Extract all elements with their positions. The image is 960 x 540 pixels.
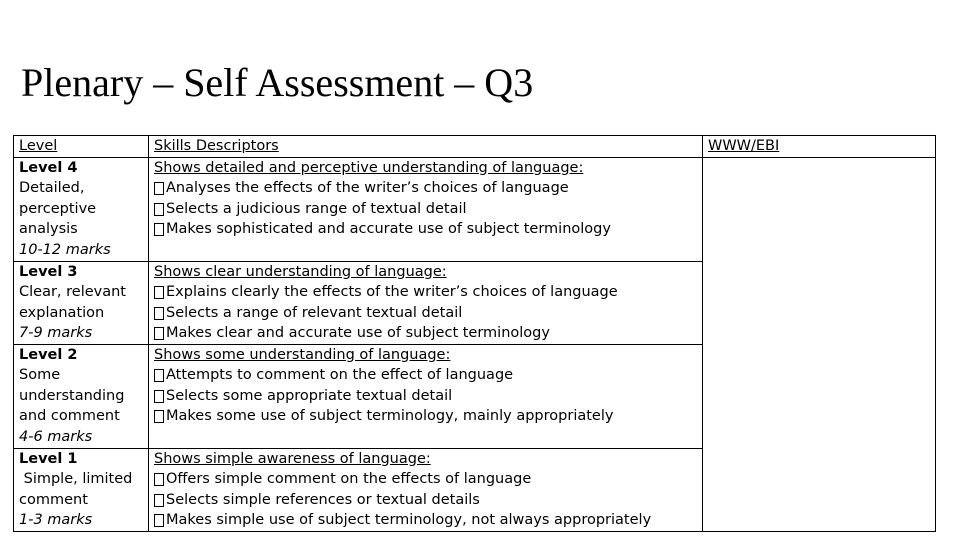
level-name: Level 1 — [19, 450, 78, 467]
skills-cell — [149, 157, 703, 261]
assessment-rubric-table — [13, 135, 936, 532]
skills-bullet: Explains clearly the effects of the writer’s choices of language — [154, 282, 702, 303]
level-desc-line: Simple, limited — [19, 471, 133, 487]
skills-cell — [149, 261, 703, 344]
level-name: Level 2 — [19, 346, 78, 363]
skills-cell — [149, 344, 703, 448]
skills-bullet: Selects a judicious range of textual detail — [154, 199, 702, 220]
level-name: Level 3 — [19, 263, 78, 280]
skills-bullet: Makes some use of subject terminology, mainly appropriately — [154, 406, 702, 427]
level-marks: 4-6 marks — [19, 428, 93, 445]
level-desc-line: Detailed, — [19, 180, 85, 196]
skills-bullet: Attempts to comment on the effect of language — [154, 365, 702, 386]
level-desc-line: and comment — [19, 408, 120, 424]
skills-bullet: Makes clear and accurate use of subject terminology — [154, 323, 702, 344]
level-desc-line: explanation — [19, 304, 105, 321]
level-cell — [14, 448, 149, 531]
level-desc-line: Some — [19, 367, 61, 383]
www-ebi-column-header: WWW/EBI — [703, 136, 936, 158]
www-ebi-cell[interactable] — [703, 157, 936, 531]
skills-bullet: Analyses the effects of the writer’s choices of language — [154, 178, 702, 199]
level-desc-line: comment — [19, 491, 88, 508]
skills-bullet: Offers simple comment on the effects of language — [154, 469, 702, 490]
skills-bullet: Makes simple use of subject terminology, not always appropriately — [154, 510, 702, 531]
level-desc-line: understanding — [19, 387, 125, 404]
level-desc-line: Clear, relevant — [19, 284, 126, 300]
skills-bullet: Selects a range of relevant textual detail — [154, 303, 702, 324]
table-header-row — [14, 136, 936, 158]
rubric-row-level-4 — [14, 157, 936, 261]
level-desc-line: analysis — [19, 221, 78, 237]
level-cell — [14, 261, 149, 344]
skills-column-header: Skills Descriptors — [149, 136, 703, 158]
skills-heading: Shows simple awareness of language: — [154, 450, 431, 467]
level-marks: 1-3 marks — [19, 512, 93, 528]
level-cell — [14, 344, 149, 448]
level-marks: 7-9 marks — [19, 325, 93, 341]
skills-cell — [149, 448, 703, 531]
skills-heading: Shows some understanding of language: — [154, 346, 451, 363]
level-desc-line: perceptive — [19, 200, 97, 217]
level-column-header: Level — [14, 136, 149, 158]
skills-heading: Shows detailed and perceptive understanding of language: — [154, 159, 584, 176]
slide-title: Plenary – Self Assessment – Q3 — [21, 60, 534, 105]
skills-bullet: Selects simple references or textual details — [154, 490, 702, 511]
level-cell — [14, 157, 149, 261]
skills-bullet: Makes sophisticated and accurate use of subject terminology — [154, 219, 702, 240]
skills-bullet: Selects some appropriate textual detail — [154, 386, 702, 407]
skills-heading: Shows clear understanding of language: — [154, 263, 447, 280]
level-marks: 10-12 marks — [19, 241, 111, 258]
level-name: Level 4 — [19, 159, 78, 176]
